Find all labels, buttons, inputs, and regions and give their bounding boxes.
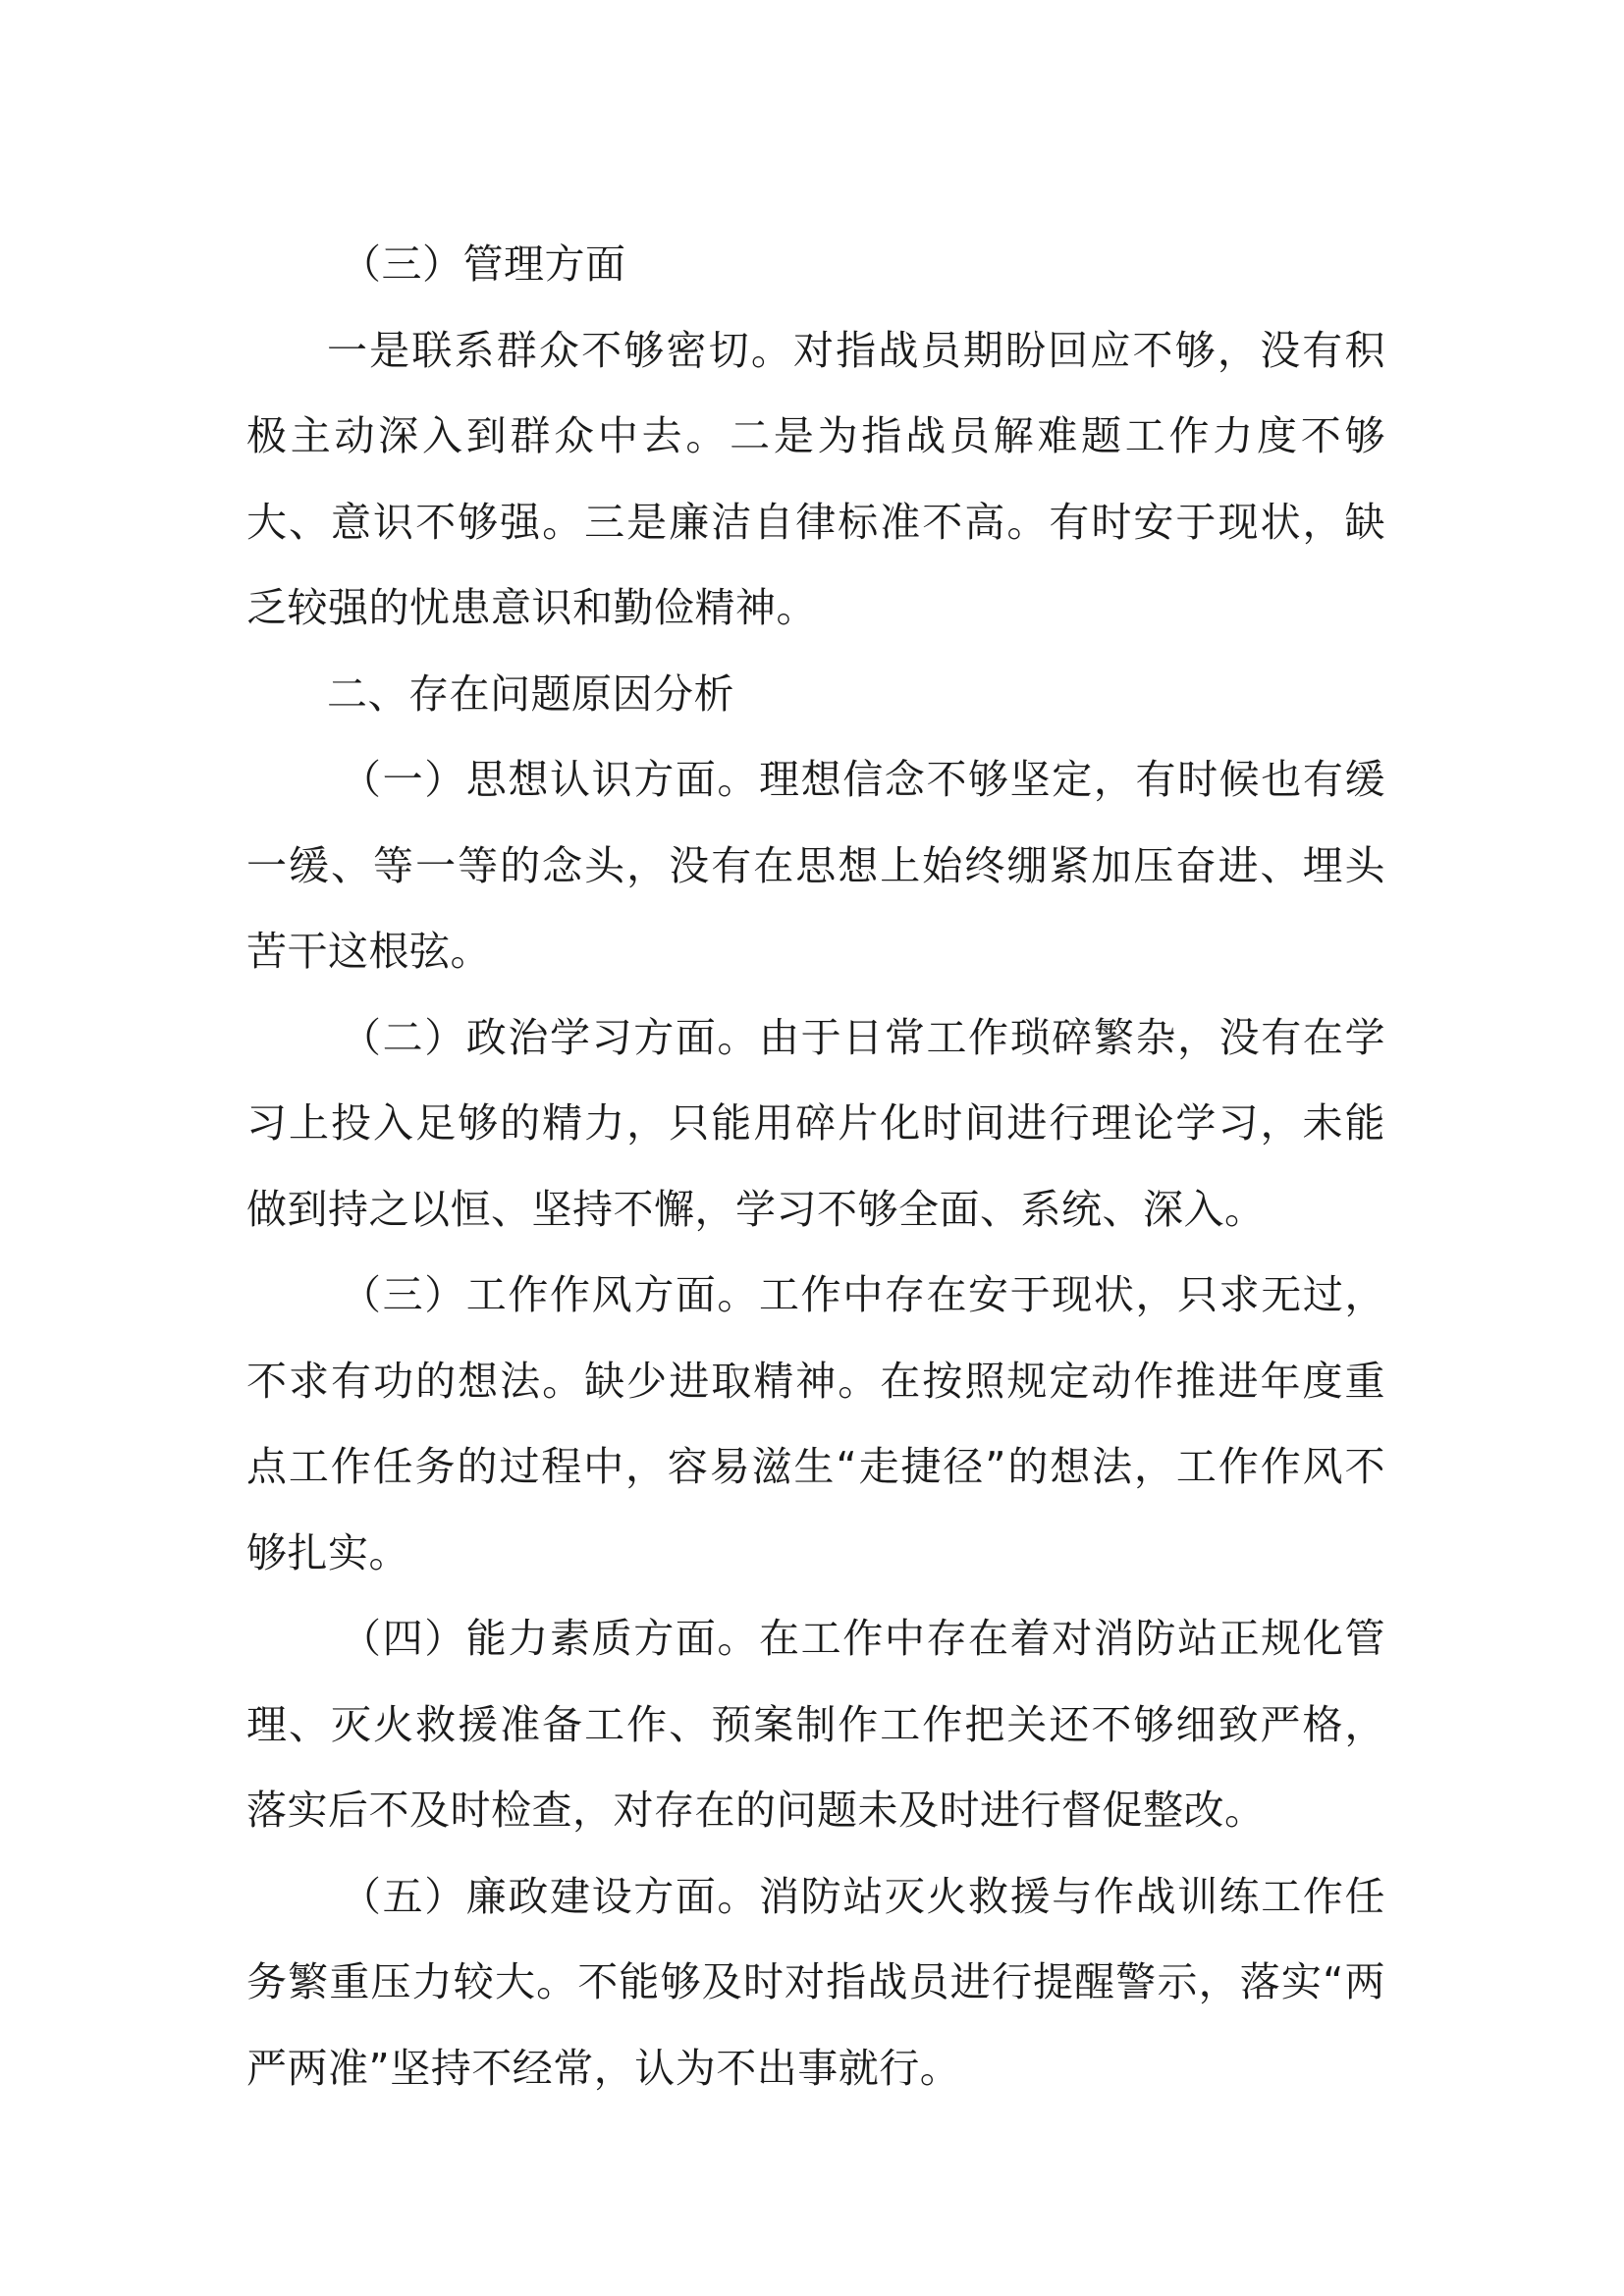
cause-political-study-paragraph: （二）政治学习方面。由于日常工作琐碎繁杂，没有在学习上投入足够的精力，只能用碎片化时间进行理论学习，未能做到持之以恒、坚持不懈，学习不够全面、系统、深入。: [246, 1013, 1385, 1233]
section-three-heading: （三）管理方面: [341, 240, 626, 288]
document-body: [246, 222, 1385, 2111]
cause-integrity-paragraph: （五）廉政建设方面。消防站灭火救援与作战训练工作任务繁重压力较大。不能够及时对指战员进行提醒警示，落实“两严两准”坚持不经常，认为不出事就行。: [246, 1872, 1385, 2092]
part-two-heading: 二、存在问题原因分析: [327, 669, 734, 718]
cause-ability-paragraph: （四）能力素质方面。在工作中存在着对消防站正规化管理、灭火救援准备工作、预案制作工作把关还不够细致严格，落实后不及时检查，对存在的问题未及时进行督促整改。: [246, 1615, 1385, 1834]
cause-work-style-paragraph: （三）工作作风方面。工作中存在安于现状，只求无过，不求有功的想法。缺少进取精神。在按照规定动作推进年度重点工作任务的过程中，容易滋生“走捷径”的想法，工作作风不够扎实。: [246, 1271, 1385, 1576]
cause-ideology-paragraph: （一）思想认识方面。理想信念不够坚定，有时候也有缓一缓、等一等的念头，没有在思想上始终绷紧加压奋进、埋头苦干这根弦。: [246, 756, 1385, 975]
management-issues-paragraph: 一是联系群众不够密切。对指战员期盼回应不够，没有积极主动深入到群众中去。二是为指战员解难题工作力度不够大、意识不够强。三是廉洁自律标准不高。有时安于现状，缺乏较强的忧患意识和勤俭精神。: [246, 326, 1385, 631]
